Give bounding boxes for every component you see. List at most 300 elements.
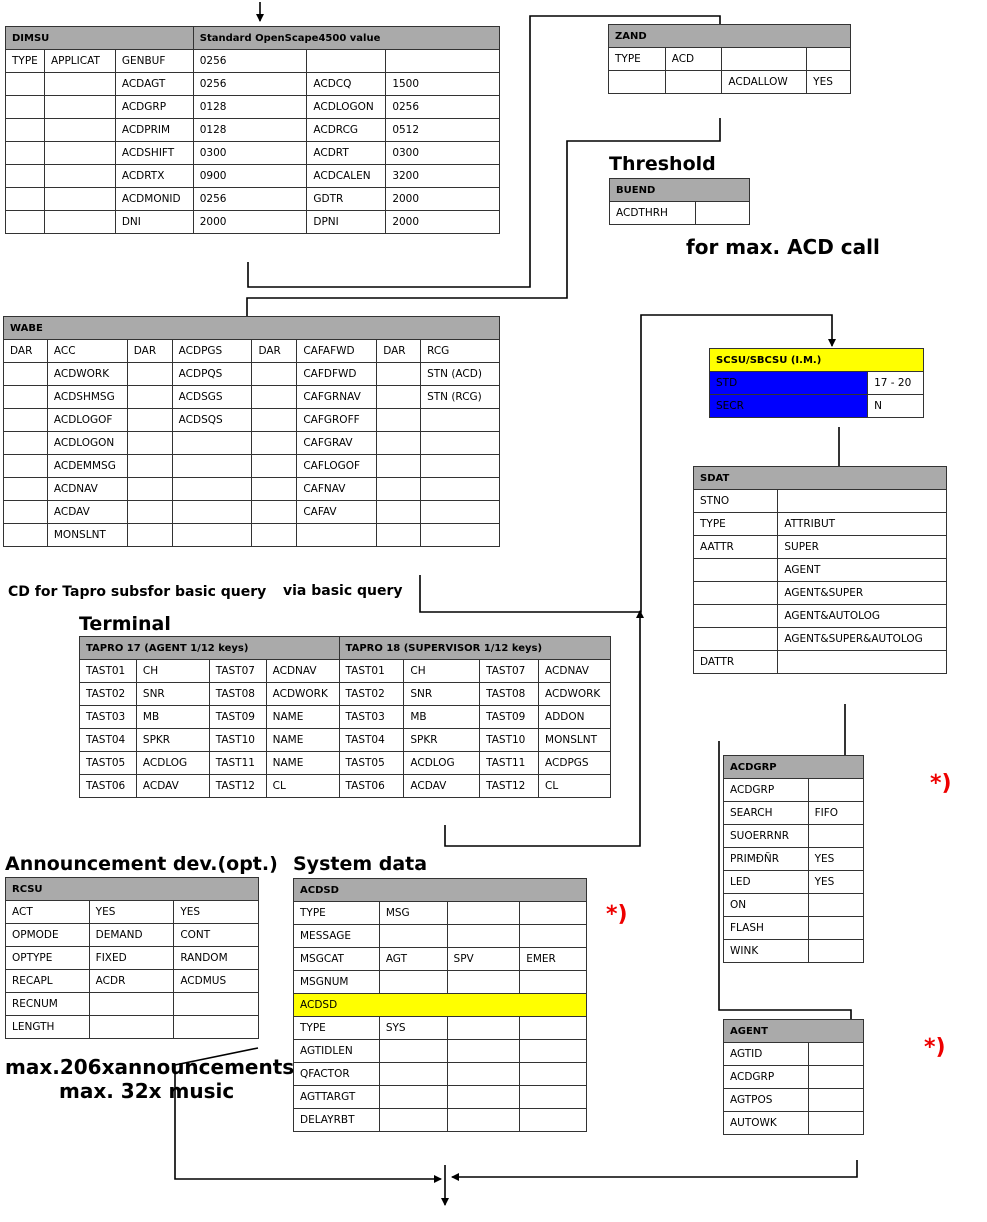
table-cell: DNI: [115, 211, 193, 234]
table-cell: AGTPOS: [724, 1089, 809, 1112]
table-cell: CH: [136, 660, 209, 683]
wabe-table: [3, 316, 500, 547]
table-row: [6, 947, 259, 970]
table-cell: [695, 202, 749, 225]
table-cell: AGTIDLEN: [294, 1040, 380, 1063]
table-cell: [377, 478, 421, 501]
table-section-cell: ACDSD: [294, 994, 587, 1017]
table-row: [4, 363, 500, 386]
table-cell: [6, 119, 45, 142]
table-cell: TAST03: [80, 706, 137, 729]
table-cell: [808, 1066, 863, 1089]
table-row: [294, 1109, 587, 1132]
table-row: [694, 605, 947, 628]
table-cell: TAST06: [339, 775, 404, 798]
table-cell: ACDNAV: [266, 660, 339, 683]
table-cell: CL: [266, 775, 339, 798]
table-row: [724, 779, 864, 802]
scsu-header: SCSU/SBCSU (I.M.): [710, 349, 924, 372]
table-cell: [127, 432, 172, 455]
table-cell: [174, 993, 259, 1016]
table-cell: YES: [89, 901, 174, 924]
table-cell: [252, 501, 297, 524]
table-cell: [44, 119, 115, 142]
table-cell: SPKR: [404, 729, 480, 752]
sdat-table: [693, 466, 947, 674]
zand-header: ZAND: [609, 25, 851, 48]
agent-table: [723, 1019, 864, 1135]
rcsu-table: [5, 877, 259, 1039]
table-cell: [172, 432, 252, 455]
table-cell: ACDGRP: [724, 779, 809, 802]
table-cell: ACDLOGON: [307, 96, 386, 119]
system-data-label: System data: [293, 853, 428, 875]
announcement-dev-label: Announcement dev.(opt.): [5, 853, 278, 875]
table-cell: [44, 188, 115, 211]
table-cell: [377, 432, 421, 455]
table-cell: SYS: [379, 1017, 447, 1040]
table-cell: ACDMUS: [174, 970, 259, 993]
table-cell: 0128: [193, 119, 307, 142]
table-cell: [808, 1112, 863, 1135]
table-cell: TAST05: [339, 752, 404, 775]
table-cell: [4, 363, 48, 386]
table-cell: SUPER: [778, 536, 947, 559]
table-cell: MSG: [379, 902, 447, 925]
table-cell: YES: [808, 848, 863, 871]
table-cell: [6, 73, 45, 96]
table-cell: 17 - 20: [868, 372, 924, 395]
cd-basic-query-label: CD for Tapro subsfor basic query: [8, 584, 267, 600]
dimsu-table: [5, 26, 500, 234]
table-cell: [127, 501, 172, 524]
table-cell: CL: [539, 775, 611, 798]
table-row: [80, 752, 611, 775]
table-cell: [808, 779, 863, 802]
table-cell: TAST11: [209, 752, 266, 775]
table-row: [6, 96, 500, 119]
table-cell: [520, 1109, 587, 1132]
table-cell: STNO: [694, 490, 778, 513]
table-cell: LENGTH: [6, 1016, 90, 1039]
table-cell: NAME: [266, 752, 339, 775]
table-cell: STN (RCG): [421, 386, 500, 409]
table-cell: [44, 73, 115, 96]
table-cell: ACDLOGOF: [47, 409, 127, 432]
table-cell: [4, 524, 48, 547]
table-row: [80, 683, 611, 706]
table-cell: TAST04: [339, 729, 404, 752]
table-cell: [44, 96, 115, 119]
table-cell: [447, 1109, 520, 1132]
table-cell: [6, 188, 45, 211]
table-cell: [447, 1086, 520, 1109]
table-cell: TAST03: [339, 706, 404, 729]
table-cell: 0256: [386, 96, 500, 119]
table-cell: [4, 478, 48, 501]
table-cell: 2000: [193, 211, 307, 234]
table-cell: [6, 165, 45, 188]
table-cell: MSGNUM: [294, 971, 380, 994]
table-cell: MONSLNT: [539, 729, 611, 752]
table-cell: [172, 455, 252, 478]
table-cell: DAR: [252, 340, 297, 363]
table-cell: 0300: [386, 142, 500, 165]
table-cell: APPLICAT: [44, 50, 115, 73]
tapro-table: [79, 636, 611, 798]
table-cell: [694, 628, 778, 651]
table-cell: GDTR: [307, 188, 386, 211]
table-row: [4, 409, 500, 432]
table-row: [6, 119, 500, 142]
table-cell: TAST06: [80, 775, 137, 798]
table-cell: MB: [404, 706, 480, 729]
table-cell: STN (ACD): [421, 363, 500, 386]
table-cell: ACDRTX: [115, 165, 193, 188]
table-cell: [386, 50, 500, 73]
table-cell: [722, 48, 807, 71]
table-cell: [447, 1017, 520, 1040]
max-announcements-label: max.206xannouncements: [5, 1055, 295, 1079]
table-cell: [377, 363, 421, 386]
table-row: [80, 775, 611, 798]
table-cell: [694, 582, 778, 605]
table-cell: 2000: [386, 188, 500, 211]
table-cell: CAFGRAV: [297, 432, 377, 455]
table-cell: [808, 825, 863, 848]
table-cell: ACDNAV: [539, 660, 611, 683]
acdsd-table: [293, 878, 587, 1132]
table-cell: LED: [724, 871, 809, 894]
table-row: [710, 395, 924, 418]
table-cell: ACDAV: [47, 501, 127, 524]
tapro17-header: TAPRO 17 (AGENT 1/12 keys): [80, 637, 340, 660]
table-cell: [447, 902, 520, 925]
table-row: [710, 372, 924, 395]
buend-table: [609, 178, 750, 225]
table-cell: [307, 50, 386, 73]
table-cell: ACT: [6, 901, 90, 924]
table-row: [294, 948, 587, 971]
table-row: [4, 478, 500, 501]
table-cell: ACDPGS: [539, 752, 611, 775]
table-row: [4, 340, 500, 363]
table-cell: TAST04: [80, 729, 137, 752]
table-row: [724, 894, 864, 917]
table-cell: FLASH: [724, 917, 809, 940]
table-cell: SPKR: [136, 729, 209, 752]
table-row: [4, 386, 500, 409]
table-cell: CAFDFWD: [297, 363, 377, 386]
table-cell: ACDWORK: [47, 363, 127, 386]
sdat-header: SDAT: [694, 467, 947, 490]
table-cell: [520, 902, 587, 925]
table-row: [6, 165, 500, 188]
table-cell: 0256: [193, 188, 307, 211]
table-cell: ACDAV: [404, 775, 480, 798]
table-cell: TAST02: [80, 683, 137, 706]
table-row: [4, 455, 500, 478]
wabe-header: WABE: [4, 317, 500, 340]
table-row: [294, 1063, 587, 1086]
table-cell: WINK: [724, 940, 809, 963]
table-cell: [447, 925, 520, 948]
table-row: [724, 1112, 864, 1135]
table-cell: CAFAFWD: [297, 340, 377, 363]
table-cell: [252, 363, 297, 386]
table-cell: [89, 1016, 174, 1039]
table-cell: [447, 971, 520, 994]
table-cell: MONSLNT: [47, 524, 127, 547]
table-cell: ADDON: [539, 706, 611, 729]
table-cell: [127, 363, 172, 386]
table-cell: 0256: [193, 50, 307, 73]
table-row: [80, 706, 611, 729]
table-cell: TAST05: [80, 752, 137, 775]
table-cell: FIFO: [808, 802, 863, 825]
table-cell: [421, 524, 500, 547]
table-cell: [665, 71, 722, 94]
table-cell: TAST08: [480, 683, 539, 706]
table-cell: TAST12: [209, 775, 266, 798]
table-cell: TAST12: [480, 775, 539, 798]
table-cell: DAR: [4, 340, 48, 363]
table-cell: [379, 925, 447, 948]
table-cell: [778, 651, 947, 674]
table-cell: 0256: [193, 73, 307, 96]
table-cell: EMER: [520, 948, 587, 971]
table-row: [724, 1089, 864, 1112]
table-cell: AGENT&AUTOLOG: [778, 605, 947, 628]
table-cell: [172, 524, 252, 547]
table-row: [694, 559, 947, 582]
table-cell: [379, 1086, 447, 1109]
table-row: [294, 902, 587, 925]
table-cell: [6, 211, 45, 234]
via-basic-query-label: via basic query: [283, 583, 403, 599]
table-cell: ACDMONID: [115, 188, 193, 211]
table-cell: TAST01: [80, 660, 137, 683]
table-row: [724, 940, 864, 963]
table-cell: ACDRT: [307, 142, 386, 165]
table-cell: AATTR: [694, 536, 778, 559]
table-cell: [377, 455, 421, 478]
table-cell: STD: [710, 372, 868, 395]
table-cell: [421, 409, 500, 432]
table-cell: ACDAV: [136, 775, 209, 798]
table-cell: ACDTHRH: [610, 202, 696, 225]
table-row: [694, 628, 947, 651]
table-cell: AGT: [379, 948, 447, 971]
table-row: [724, 802, 864, 825]
table-cell: TAST10: [480, 729, 539, 752]
tapro18-header: TAPRO 18 (SUPERVISOR 1/12 keys): [339, 637, 610, 660]
table-cell: [127, 455, 172, 478]
table-cell: [377, 386, 421, 409]
table-row: [694, 536, 947, 559]
table-row: [6, 142, 500, 165]
table-cell: [4, 432, 48, 455]
table-cell: QFACTOR: [294, 1063, 380, 1086]
acdgrp-header: ACDGRP: [724, 756, 864, 779]
table-cell: [377, 501, 421, 524]
table-cell: RCG: [421, 340, 500, 363]
table-row: [6, 1016, 259, 1039]
table-cell: AGTTARGT: [294, 1086, 380, 1109]
table-cell: ACDWORK: [539, 683, 611, 706]
max-music-label: max. 32x music: [59, 1079, 235, 1103]
table-cell: TYPE: [6, 50, 45, 73]
table-cell: TAST08: [209, 683, 266, 706]
table-cell: ACDNAV: [47, 478, 127, 501]
table-cell: YES: [174, 901, 259, 924]
table-cell: CAFNAV: [297, 478, 377, 501]
table-cell: [252, 455, 297, 478]
buend-header: BUEND: [610, 179, 750, 202]
table-cell: [377, 409, 421, 432]
table-cell: CONT: [174, 924, 259, 947]
table-row: [294, 994, 587, 1017]
table-cell: DEMAND: [89, 924, 174, 947]
table-cell: [379, 1063, 447, 1086]
agent-header: AGENT: [724, 1020, 864, 1043]
table-cell: DPNI: [307, 211, 386, 234]
table-row: [724, 871, 864, 894]
threshold-label: Threshold: [609, 153, 716, 175]
table-cell: ACDALLOW: [722, 71, 807, 94]
table-cell: TAST01: [339, 660, 404, 683]
table-cell: ACDLOG: [136, 752, 209, 775]
footnote-mark-acdsd: *): [606, 902, 628, 927]
table-cell: FIXED: [89, 947, 174, 970]
table-cell: TYPE: [609, 48, 666, 71]
table-row: [6, 993, 259, 1016]
table-row: [294, 971, 587, 994]
dimsu-header-value: Standard OpenScape4500 value: [193, 27, 499, 50]
table-row: [6, 73, 500, 96]
table-cell: [89, 993, 174, 1016]
table-cell: OPTYPE: [6, 947, 90, 970]
table-cell: [808, 894, 863, 917]
table-cell: SUOERRNR: [724, 825, 809, 848]
table-cell: 0300: [193, 142, 307, 165]
table-cell: ACDSQS: [172, 409, 252, 432]
table-row: [294, 1086, 587, 1109]
table-cell: TAST11: [480, 752, 539, 775]
table-cell: ACDSHIFT: [115, 142, 193, 165]
max-acd-call-label: for max. ACD call: [686, 235, 880, 259]
table-cell: [44, 165, 115, 188]
table-cell: TAST09: [209, 706, 266, 729]
table-cell: PRIMĐÑR: [724, 848, 809, 871]
table-cell: [421, 478, 500, 501]
table-cell: 0512: [386, 119, 500, 142]
table-cell: ACD: [665, 48, 722, 71]
terminal-label: Terminal: [79, 613, 171, 635]
table-cell: [447, 1040, 520, 1063]
table-cell: RECNUM: [6, 993, 90, 1016]
table-cell: ACDCALEN: [307, 165, 386, 188]
table-row: [724, 848, 864, 871]
table-cell: TAST10: [209, 729, 266, 752]
table-row: [609, 48, 851, 71]
connector-agent-down: [452, 1160, 857, 1177]
table-cell: [807, 48, 851, 71]
table-cell: RANDOM: [174, 947, 259, 970]
table-cell: NAME: [266, 706, 339, 729]
table-cell: [172, 501, 252, 524]
table-cell: [127, 386, 172, 409]
footnote-mark-agent: *): [924, 1035, 946, 1060]
table-row: [80, 729, 611, 752]
table-cell: [808, 917, 863, 940]
table-cell: [4, 386, 48, 409]
table-cell: [694, 605, 778, 628]
table-cell: YES: [807, 71, 851, 94]
table-cell: [778, 490, 947, 513]
table-cell: [379, 1040, 447, 1063]
table-row: [724, 1066, 864, 1089]
table-cell: [4, 455, 48, 478]
table-cell: [4, 409, 48, 432]
table-cell: SPV: [447, 948, 520, 971]
table-cell: TAST07: [480, 660, 539, 683]
table-cell: [520, 1017, 587, 1040]
table-cell: AGENT&SUPER: [778, 582, 947, 605]
rcsu-header: RCSU: [6, 878, 259, 901]
table-row: [4, 501, 500, 524]
table-cell: [520, 1063, 587, 1086]
table-row: [4, 524, 500, 547]
table-cell: ATTRIBUT: [778, 513, 947, 536]
table-row: [294, 1017, 587, 1040]
table-cell: ACDLOGON: [47, 432, 127, 455]
table-cell: [808, 1089, 863, 1112]
table-cell: [252, 386, 297, 409]
table-cell: [377, 524, 421, 547]
table-cell: CAFAV: [297, 501, 377, 524]
table-cell: [520, 1040, 587, 1063]
table-cell: 0900: [193, 165, 307, 188]
scsu-table: [709, 348, 924, 418]
table-cell: MB: [136, 706, 209, 729]
table-cell: N: [868, 395, 924, 418]
table-cell: DATTR: [694, 651, 778, 674]
table-cell: 3200: [386, 165, 500, 188]
table-cell: TAST09: [480, 706, 539, 729]
table-cell: CAFGRNAV: [297, 386, 377, 409]
table-cell: AGENT&SUPER&AUTOLOG: [778, 628, 947, 651]
table-row: [609, 71, 851, 94]
table-cell: [6, 96, 45, 119]
table-cell: [172, 478, 252, 501]
table-cell: [127, 478, 172, 501]
table-cell: DELAYRBT: [294, 1109, 380, 1132]
table-row: [610, 202, 750, 225]
table-cell: ACDAGT: [115, 73, 193, 96]
table-cell: [520, 1086, 587, 1109]
table-cell: [520, 971, 587, 994]
table-cell: ACDWORK: [266, 683, 339, 706]
table-row: [6, 211, 500, 234]
table-cell: [174, 1016, 259, 1039]
table-cell: [127, 409, 172, 432]
table-cell: ACC: [47, 340, 127, 363]
table-cell: NAME: [266, 729, 339, 752]
table-cell: [297, 524, 377, 547]
table-cell: [421, 501, 500, 524]
table-row: [294, 925, 587, 948]
